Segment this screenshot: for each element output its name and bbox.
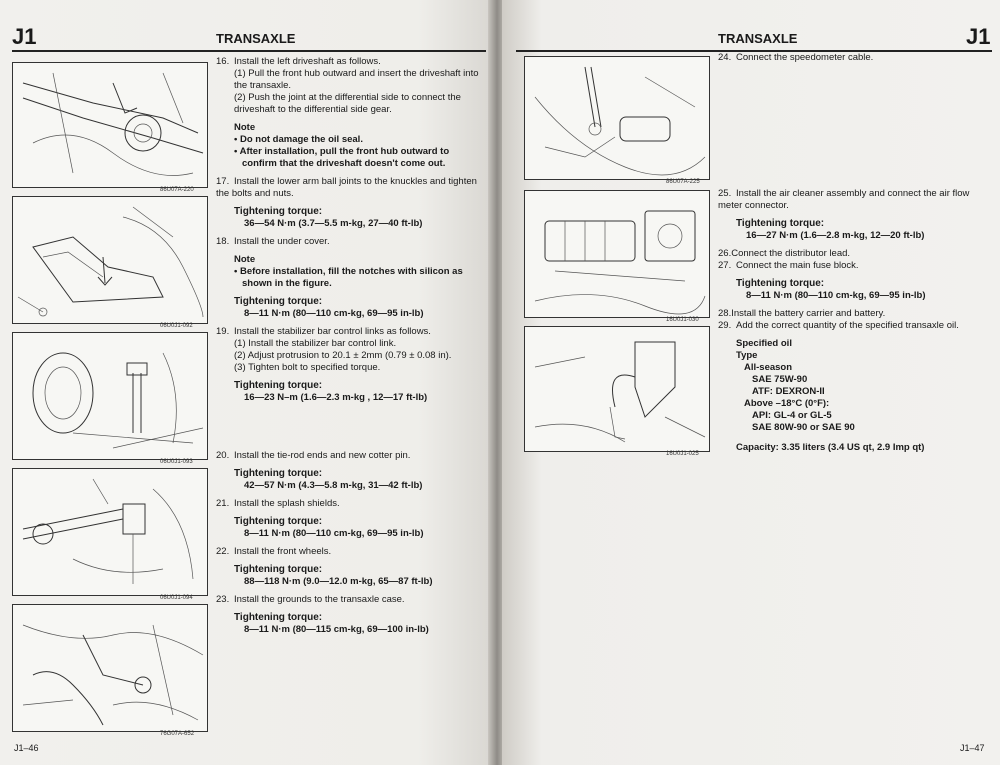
figure-tie-rod (12, 468, 208, 596)
page-number: J1–47 (960, 743, 985, 753)
torque-spec: Tightening torque: 8—11 N·m (80—110 cm-kg, 69—95 in-lb) (234, 516, 424, 539)
right-text-column (718, 52, 988, 454)
torque-spec: Tightening torque: 8—11 N·m (80—110 cm-kg, 69—95 in-lb) (234, 296, 424, 319)
figure-oil-fill (524, 326, 710, 452)
figure-code: 06U0J1-094 (160, 595, 193, 601)
figure-code: 16U0J1-025 (666, 451, 699, 457)
section-title: TRANSAXLE (216, 31, 296, 46)
step-16: 16. Install the left driveshaft as follows. (1) Pull the front hub outward and insert the driveshaft into the transaxle. (2) Push the joint at the differential side to connect the driveshaft to the differential side gear. Note • Do not damage the oil seal. • After installation, pull the front hub outward to confirm that the driveshaft doesn't come out. (216, 56, 484, 170)
step-19: 19. Install the stabilizer bar control links as follows. (1) Install the stabilizer bar control link. (2) Adjust protrusion to 20.1 ± 2mm (0.79 ± 0.08 in). (3) Tighten bolt to specified torque. Tightening torque: 16—23 N–m (1.6—2.3 m-kg , 12—17 ft-lb) (216, 326, 484, 404)
step-25: 25. Install the air cleaner assembly and connect the air flow meter connector. Tightening torque: 16—27 N·m (1.6—2.8 m-kg, 12—20 ft-lb) (718, 188, 988, 242)
torque-spec: Tightening torque: 42—57 N·m (4.3—5.8 m-kg, 31—42 ft-lb) (234, 468, 423, 491)
section-code: J1 (12, 24, 37, 49)
step-20: 20. Install the tie-rod ends and new cotter pin. Tightening torque: 42—57 N·m (4.3—5.8 m-kg, 31—42 ft-lb) (216, 450, 484, 492)
oil-spec: Specified oil Type All-season SAE 75W-90 ATF: DEXRON-II Above –18°C (0°F): API: GL-4 or GL-5 SAE 80W-90 or SAE 90 Capacity: 3.35 liters (3.4 US qt, 2.9 Imp qt) (718, 338, 988, 454)
left-page (0, 0, 492, 765)
step-18: 18. Install the under cover. Note • Before installation, fill the notches with silicon as shown in the figure. Tightening torque: 8—11 N·m (80—110 cm-kg, 69—95 in-lb) (216, 236, 484, 320)
torque-spec: Tightening torque: 8—11 N·m (80—110 cm-kg, 69—95 in-lb) (736, 278, 926, 301)
torque-spec: Tightening torque: 88—118 N·m (9.0—12.0 m-kg, 65—87 ft-lb) (234, 564, 433, 587)
torque-spec: Tightening torque: 36—54 N·m (3.7—5.5 m-kg, 27—40 ft-lb) (234, 206, 423, 229)
left-text-column (216, 56, 484, 642)
step-17: 17. Install the lower arm ball joints to the knuckles and tighten the bolts and nuts. Tightening torque: 36—54 N·m (3.7—5.5 m-kg, 27—40 ft-lb) (216, 176, 484, 230)
page-number: J1–46 (14, 743, 39, 753)
figure-code: 86U07A-225 (666, 179, 700, 185)
step-23: 23. Install the grounds to the transaxle case. Tightening torque: 8—11 N·m (80—115 cm-kg, 69—100 in-lb) (216, 594, 484, 636)
step-26: 26.Connect the distributor lead. (718, 248, 851, 259)
oil-capacity: Capacity: 3.35 liters (3.4 US qt, 2.9 Imp qt) (736, 442, 925, 453)
figure-driveshaft (12, 62, 208, 188)
torque-spec: Tightening torque: 16—27 N·m (1.6—2.8 m-kg, 12—20 ft-lb) (736, 218, 925, 241)
header-rule (12, 50, 486, 52)
step-29: 29. Add the correct quantity of the specified transaxle oil. (718, 320, 959, 331)
figure-code: 06U0J1-092 (160, 323, 193, 329)
figure-code: 16U0J1-030 (666, 317, 699, 323)
step-21: 21. Install the splash shields. Tightening torque: 8—11 N·m (80—110 cm-kg, 69—95 in-lb) (216, 498, 484, 540)
figure-air-cleaner (524, 190, 710, 318)
section-title: TRANSAXLE (718, 31, 798, 46)
figure-speedometer-cable (524, 56, 710, 180)
figure-grounds (12, 604, 208, 732)
step-28: 28.Install the battery carrier and battery. (718, 308, 886, 319)
figure-stabilizer-link (12, 332, 208, 460)
note-label: Note (234, 122, 256, 133)
right-page (502, 0, 1000, 765)
section-code: J1 (966, 24, 991, 49)
torque-spec: Tightening torque: 16—23 N–m (1.6—2.3 m-kg , 12—17 ft-lb) (234, 380, 428, 403)
torque-spec: Tightening torque: 8—11 N·m (80—115 cm-kg, 69—100 in-lb) (234, 612, 429, 635)
figure-code: 06U0J1-093 (160, 459, 193, 465)
step-27: 27. Connect the main fuse block. Tightening torque: 8—11 N·m (80—110 cm-kg, 69—95 in-lb) (718, 260, 988, 302)
figure-code: 76G07A-652 (160, 731, 195, 737)
step-22: 22. Install the front wheels. Tightening torque: 88—118 N·m (9.0—12.0 m-kg, 65—87 ft-lb) (216, 546, 484, 588)
figure-under-cover (12, 196, 208, 324)
figure-code: 86U07A-220 (160, 187, 194, 193)
step-24: 24. Connect the speedometer cable. (718, 52, 874, 63)
